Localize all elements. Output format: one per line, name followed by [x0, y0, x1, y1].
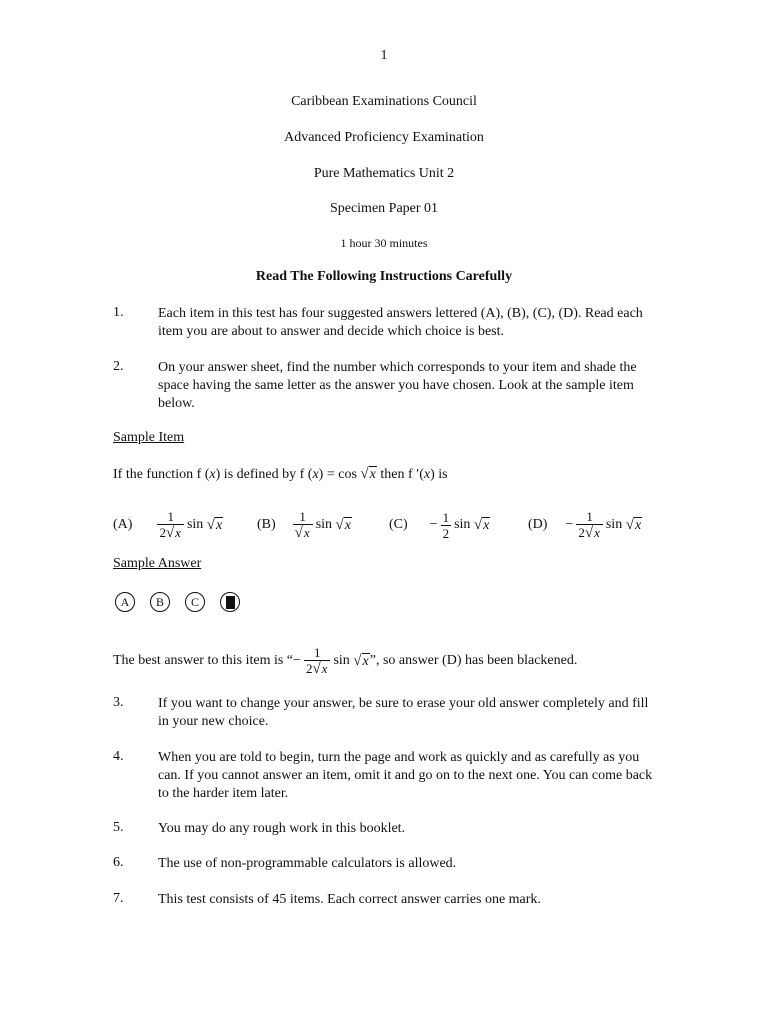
subject-title: Pure Mathematics Unit 2 — [313, 166, 455, 181]
instruction-text: On your answer sheet, find the number which corresponds to your item and shade the space having the same letter as the answer you have chosen. Look at the sample item below. — [158, 360, 637, 411]
option-label: (A) — [113, 517, 133, 532]
answer-bubble-b[interactable]: B — [150, 592, 170, 612]
instruction-number: 3. — [113, 695, 124, 710]
sample-answer-heading: Sample Answer — [113, 556, 202, 571]
option-a: (A) $\frac{1}{2√x}$ sin √x — [113, 509, 223, 541]
paper-title: Specimen Paper 01 — [329, 201, 439, 216]
sqrt-expression: √x — [206, 516, 223, 533]
option-b: (B) $\frac{1}{√x}$ sin √x — [257, 509, 351, 541]
question-text: ) is defined by f ( — [215, 466, 313, 482]
fraction: $\frac{1}{2√x}$ — [157, 509, 184, 541]
sqrt-expression: √x — [473, 516, 490, 533]
exam-title: Advanced Proficiency Examination — [284, 130, 484, 145]
answer-bubble-c[interactable]: C — [185, 592, 205, 612]
page-number: 1 — [380, 48, 388, 63]
option-label: (B) — [257, 517, 276, 532]
option-label: (C) — [389, 517, 408, 532]
fraction: $\frac{1}{√x}$ — [293, 509, 313, 541]
instruction-text: When you are told to begin, turn the page and work as quickly and as carefully as you can. If you cannot answer an item, omit it and go on to the next one. You can come back to the harder item later. — [158, 750, 653, 801]
sample-question — [113, 466, 448, 483]
instruction-number: 2. — [113, 359, 124, 374]
answer-bubble-a[interactable]: A — [115, 592, 135, 612]
question-text: ) is — [430, 466, 448, 482]
question-variable: x — [312, 466, 319, 482]
answer-bubble-d-selected[interactable] — [220, 592, 240, 612]
sample-item-heading: Sample Item — [113, 430, 185, 445]
sqrt-expression: √x — [353, 652, 369, 669]
council-title: Caribbean Examinations Council — [291, 94, 477, 109]
instruction-number: 1. — [113, 305, 124, 320]
question-text: ) = cos — [318, 466, 357, 482]
question-text: If the function f ( — [113, 466, 210, 482]
instruction-number: 6. — [113, 855, 124, 870]
sample-answer-explanation: The best answer to this item is “ − $\frac{1}{2√x}$ sin √x ”, so answer (D) has been blackened. — [113, 645, 578, 677]
option-label: (D) — [528, 517, 548, 532]
sqrt-expression: √x — [625, 516, 642, 533]
instruction-text: You may do any rough work in this booklet. — [158, 821, 406, 836]
question-variable: x — [209, 466, 216, 482]
question-text: f ′( — [407, 466, 424, 482]
instruction-text: If you want to change your answer, be sure to erase your old answer completely and fill in your new choice. — [158, 696, 649, 729]
instruction-number: 5. — [113, 820, 124, 835]
instruction-number: 4. — [113, 749, 124, 764]
sqrt-expression: √x — [335, 516, 351, 533]
instruction-number: 7. — [113, 891, 124, 906]
instructions-heading: Read The Following Instructions Carefully — [255, 269, 513, 284]
question-variable: x — [423, 466, 431, 482]
fraction: $\frac{1}{2√x}$ — [576, 509, 603, 541]
option-d: (D) − $\frac{1}{2√x}$ sin √x — [528, 509, 642, 541]
instruction-text: Each item in this test has four suggested answers lettered (A), (B), (C), (D). Read each item you are about to answer and decide which choice is best. — [158, 306, 643, 339]
instruction-text: The use of non-programmable calculators is allowed. — [158, 856, 457, 871]
fraction: $\frac{1}{2}$ — [442, 509, 450, 541]
option-c: (C) − $\frac{1}{2}$ sin √x — [389, 509, 490, 541]
fraction: $\frac{1}{2√x}$ — [304, 645, 331, 677]
instruction-text: This test consists of 45 items. Each correct answer carries one mark. — [158, 892, 541, 907]
duration-text: 1 hour 30 minutes — [340, 236, 428, 250]
question-text: then — [380, 466, 405, 482]
filled-mark — [226, 596, 235, 609]
sqrt-expression: √x — [360, 466, 376, 482]
